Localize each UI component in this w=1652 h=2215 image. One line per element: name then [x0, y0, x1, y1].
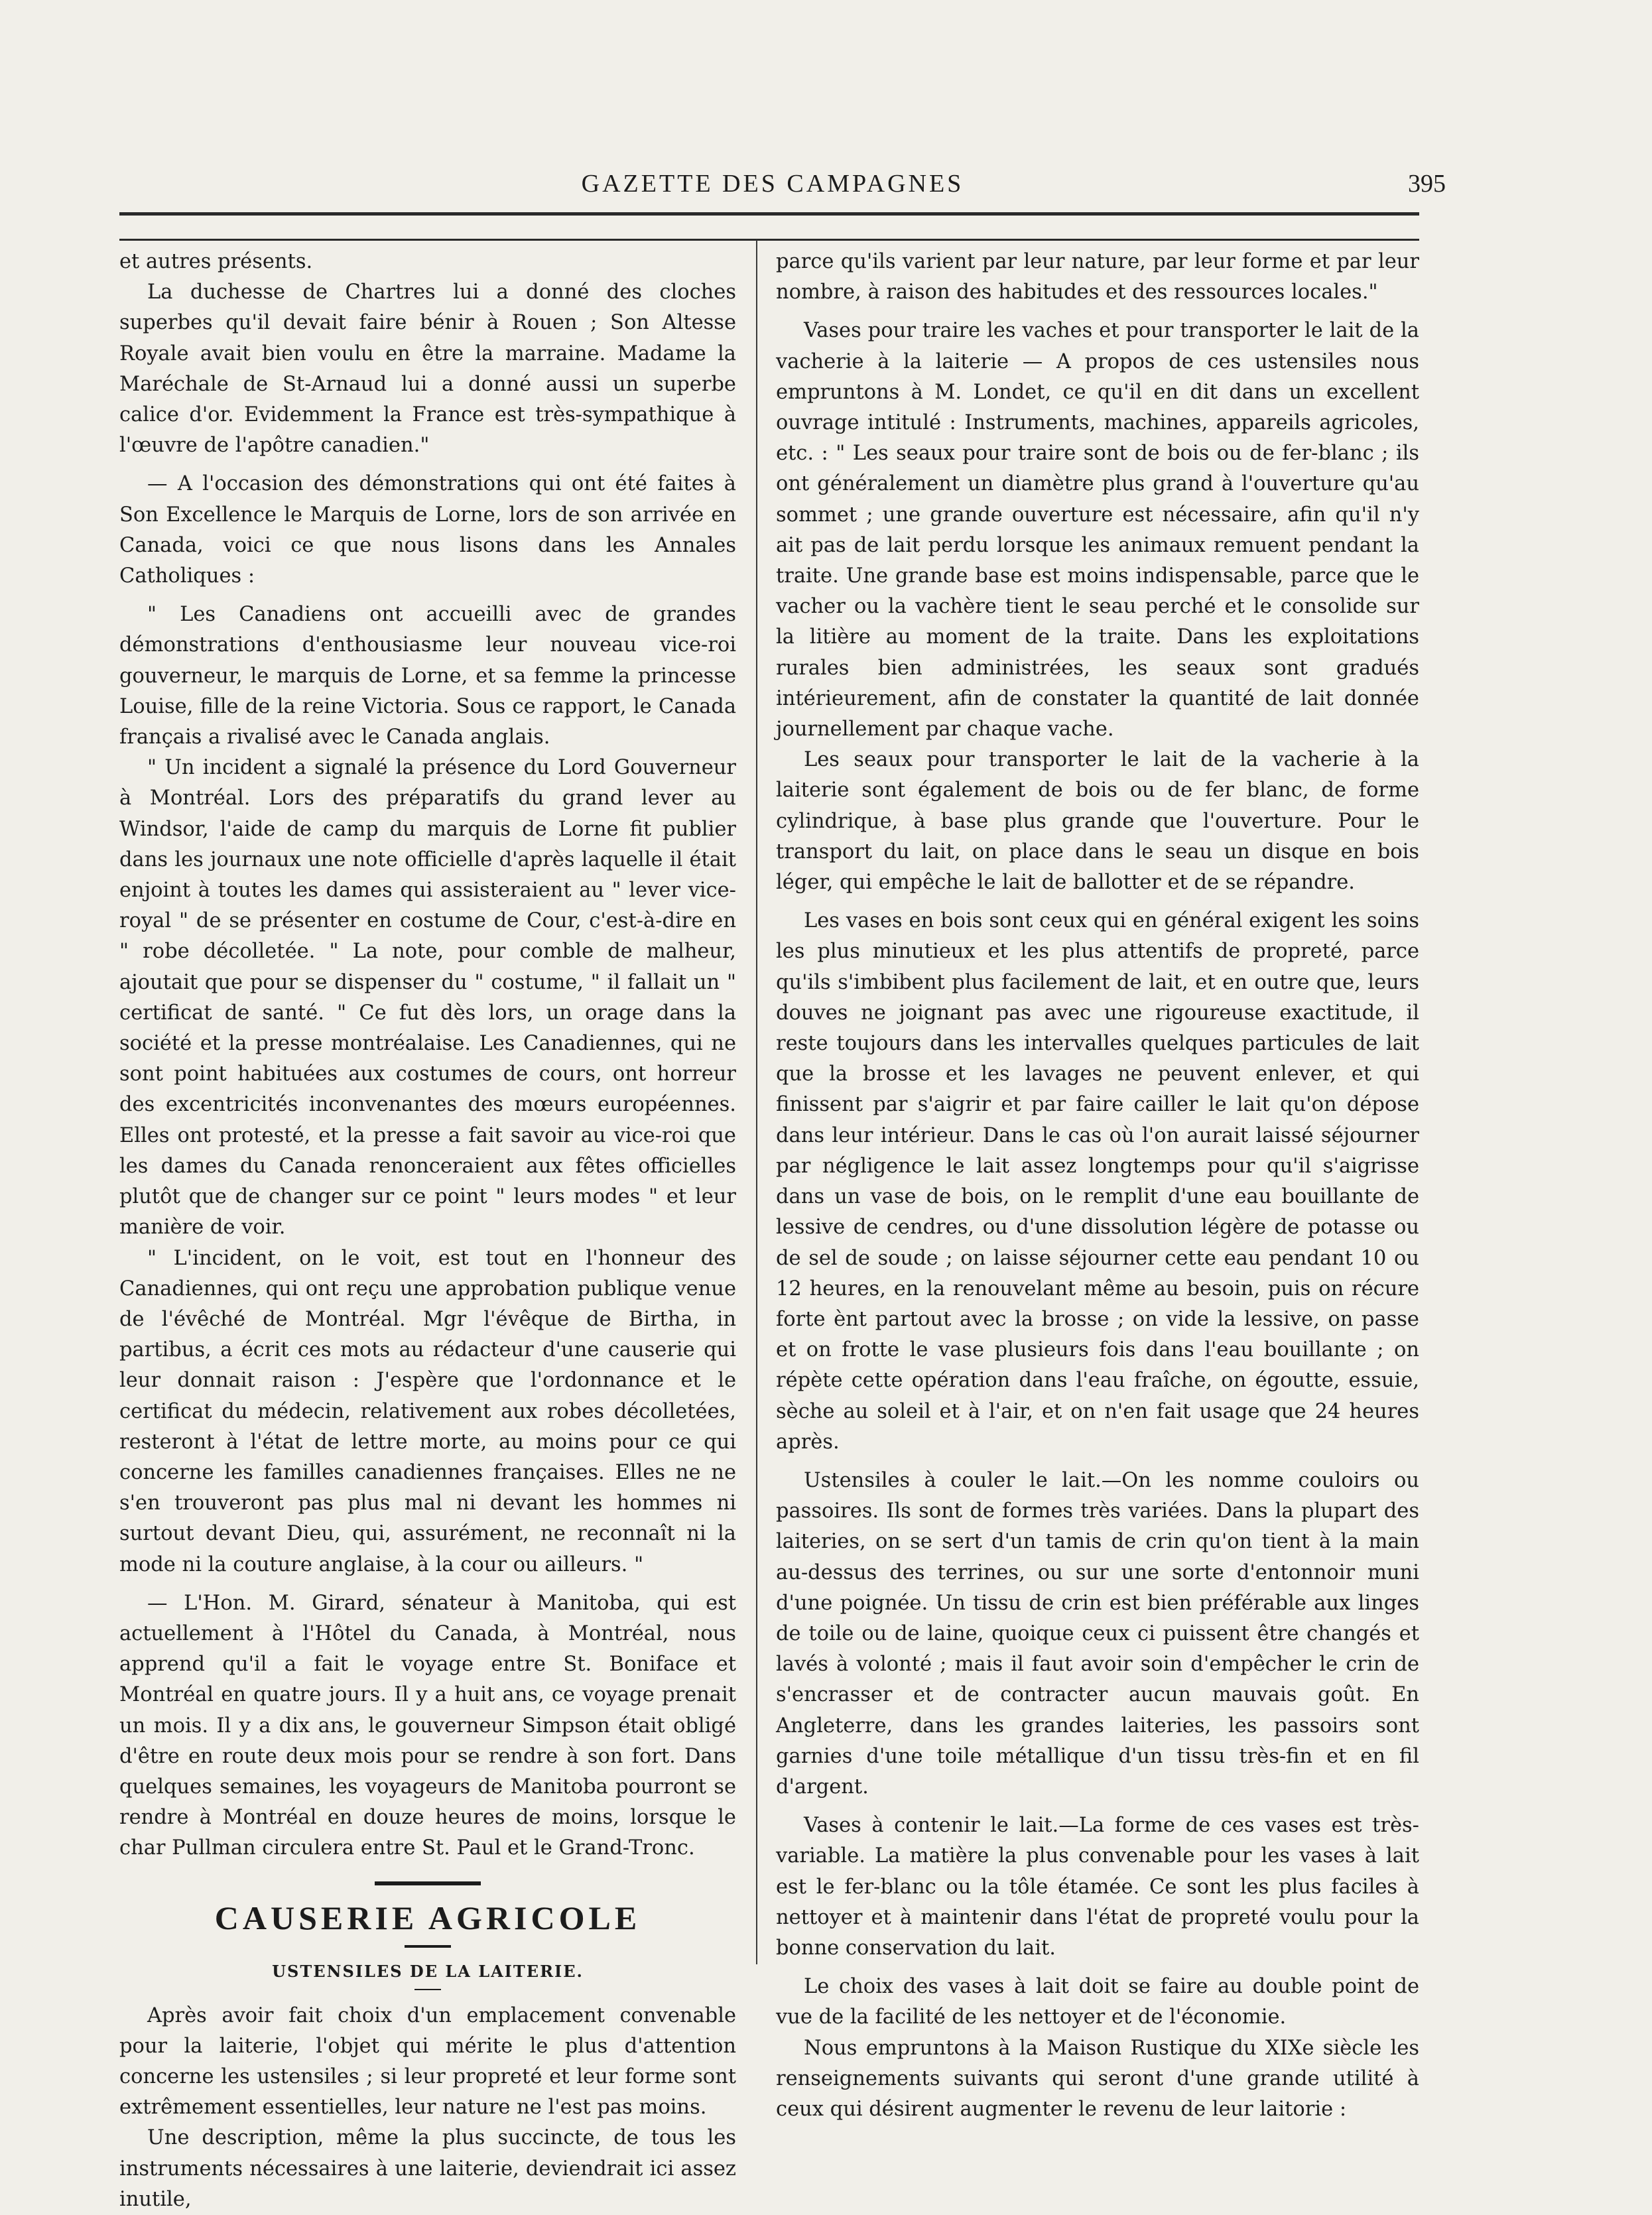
paragraph: " L'incident, on le voit, est tout en l'honneur des Canadiennes, qui ont reçu une approbation publique venue de l'évêché de Montréal. Mgr l'évêque de Birtha, in partibus, a écrit ces mots au rédacteur d'une causerie qui leur donnait raison : J'espère que l'ordonnance et le certificat du médecin, relativement aux robes décolletées, resteront à l'état de lettre morte, au moins pour ce qui concerne les familles canadiennes françaises. Elles ne ne s'en trouveront pas plus mal ni devant les hommes ni surtout devant Dieu, qui, assurément, ne reconnaît ni la mode ni la couture anglaise, à la cour ou ailleurs. ": [119, 1246, 736, 1576]
section-title: CAUSERIE AGRICOLE: [214, 1899, 641, 1936]
paragraph: " Les Canadiens ont accueilli avec de grandes démonstrations d'enthousiasme leur nouveau vice-roi gouverneur, le marquis de Lorne, et sa femme la princesse Louise, fille de la reine Victoria. Sous ce rapport, le Canada français a rivalisé avec le Canada anglais.: [119, 603, 736, 749]
section-heading: [119, 1881, 736, 1990]
paragraph: Le choix des vases à lait doit se faire au double point de vue de la facilité de les nettoyer et de l'économie.: [776, 1975, 1419, 2029]
ornament-rule: [375, 1881, 481, 1885]
paragraph: Ustensiles à couler le lait.—On les nomme couloirs ou passoires. Ils sont de formes très variées. Dans la plupart des laiteries, on se sert d'un tamis de crin qu'on tient à la main au-dessus des terrines, ou sur une sorte d'entonnoir muni d'une poignée. Un tissu de crin est bien préférable aux linges de toile ou de laine, quoique ceux ci puissent être changés et lavés à volonté ; mais il faut avoir soin d'empêcher le crin de s'encrasser et de contracter aucun mauvais goût. En Angleterre, dans les grandes laiteries, les passoirs sont garnies d'une toile métallique d'un tissu très-fin et en fil d'argent.: [776, 1468, 1419, 1799]
paragraph: Après avoir fait choix d'un emplacement convenable pour la laiterie, l'objet qui mérite le plus d'attention concerne les ustensiles ; si leur propreté et leur forme sont extrêmement essentielles, leur nature ne l'est pas moins.: [119, 2003, 736, 2120]
header-rule: [119, 212, 1419, 216]
paragraph: — L'Hon. M. Girard, sénateur à Manitoba, qui est actuellement à l'Hôtel du Canada, à Montréal, nous apprend qu'il a fait le voyage entre St. Boniface et Montréal en quatre jours. Il y a huit ans, ce voyage prenait un mois. Il y a dix ans, le gouverneur Simpson était obligé d'être en route deux mois pour se rendre à son fort. Dans quelques semaines, les voyageurs de Manitoba pourront se rendre à Montréal en douze heures de moins, lorsque le char Pullman circulera entre St. Paul et le Grand-Tronc.: [119, 1591, 736, 1860]
paragraph: Vases à contenir le lait.—La forme de ces vases est très-variable. La matière la plus convenable pour les vases à lait est le fer-blanc ou la tôle étamée. Ce sont les plus faciles à nettoyer et à maintenir dans l'état de propreté voulu pour la bonne conservation du lait.: [776, 1814, 1419, 1960]
section-subtitle: USTENSILES DE LA LAITERIE.: [272, 1961, 584, 1981]
running-title: GAZETTE DES CAMPAGNES: [581, 170, 964, 198]
right-column: [776, 247, 1419, 2125]
paragraph: Vases pour traire les vaches et pour transporter le lait de la vacherie à la laiterie — A propos de ces ustensiles nous empruntons à M. Londet, ce qu'il en dit dans un excellent ouvrage intitulé : Instruments, machines, appareils agricoles, etc. : " Les seaux pour traire sont de bois ou de fer-blanc ; ils ont généralement un diamètre plus grand à l'ouverture qu'au sommet ; une grande ouverture est nécessaire, afin qu'il n'y ait pas de lait perdu lorsque les animaux remuent pendant la traite. Une grande base est moins indispensable, parce que le vacher ou la vachère tient le seau perché et le consolide sur la litière au moment de la traite. Dans les exploitations rurales bien administrées, les seaux sont gradués intérieurement, afin de constater la quantité de lait donnée journellement par chaque vache.: [776, 319, 1419, 741]
paragraph: et autres présents.: [119, 250, 313, 273]
paragraph: " Un incident a signalé la présence du Lord Gouverneur à Montréal. Lors des préparatifs du grand lever au Windsor, l'aide de camp du marquis de Lorne fit publier dans les journaux une note officielle d'après laquelle il était enjoint à toutes les dames qui assisteraient au " lever vice-royal " de se présenter en costume de Cour, c'est-à-dire en " robe décolletée. " La note, pour comble de malheur, ajoutait que pour se dispenser du " costume, " il fallait un " certificat de santé. " Ce fut dès lors, un orage dans la société et la presse montréalaise. Les Canadiennes, qui ne sont point habituées aux costumes de cours, ont horreur des excentricités inconvenantes des mœurs européennes. Elles ont protesté, et la presse a fait savoir au vice-roi que les dames du Canada renonceraient aux fêtes officielles plutôt que de changer sur ce point " leurs modes " et leur manière de voir.: [119, 756, 736, 1239]
paragraph: Les seaux pour transporter le lait de la vacherie à la laiterie sont également de bois ou de fer blanc, de forme cylindrique, à base plus grande que l'ouverture. Pour le transport du lait, on place dans le seau un disque en bois léger, qui empêche le lait de ballotter et de se répandre.: [776, 748, 1419, 895]
left-column: [119, 247, 736, 2215]
page-number: 395: [1408, 170, 1446, 198]
header-rule-secondary: [119, 239, 1419, 241]
paragraph: — A l'occasion des démonstrations qui ont été faites à Son Excellence le Marquis de Lorne, lors de son arrivée en Canada, voici ce que nous lisons dans les Annales Catholiques :: [119, 472, 736, 588]
column-divider: [756, 240, 757, 1964]
paragraph: Une description, même la plus succincte, de tous les instruments nécessaires à une laiterie, deviendrait ici assez inutile,: [119, 2126, 736, 2211]
paragraph: La duchesse de Chartres lui a donné des cloches superbes qu'il devait faire bénir à Rouen ; Son Altesse Royale avait bien voulu en être la marraine. Madame la Maréchale de St-Arnaud lui a donné aussi un superbe calice d'or. Evidemment la France est très-sympathique à l'œuvre de l'apôtre canadien.": [119, 281, 736, 458]
ornament-rule: [405, 1945, 451, 1948]
paragraph: Nous empruntons à la Maison Rustique du XIXe siècle les renseignements suivants qui seront d'une grande utilité à ceux qui désirent augmenter le revenu de leur laitorie :: [776, 2036, 1419, 2121]
paragraph: Les vases en bois sont ceux qui en général exigent les soins les plus minutieux et les plus attentifs de propreté, parce qu'ils s'imbibent plus facilement de lait, et en outre que, leurs douves ne joignant pas avec une rigoureuse exactitude, il reste toujours dans les intervalles quelques particules de lait que la brosse et les lavages ne peuvent enlever, et qui finissent par s'aigrir et par faire cailler le lait qu'on dépose dans leur intérieur. Dans le cas où l'on aurait laissé séjourner par négligence le lait assez longtemps pour qu'il s'aigrisse dans un vase de bois, on le remplit d'une eau bouillante de lessive de cendres, ou d'une dissolution légère de potasse ou de sel de soude ; on laisse séjourner cette eau pendant 10 ou 12 heures, en la renouvelant même au besoin, puis on récure forte ènt partout avec la brosse ; on vide la lessive, on passe et on frotte le vase plusieurs fois dans l'eau bouillante ; on répète cette opération dans l'eau fraîche, on égoutte, essuie, sèche au soleil et à l'air, et on n'en fait usage que 24 heures après.: [776, 909, 1419, 1454]
page-header: [119, 169, 1446, 209]
ornament-rule: [414, 1989, 441, 1990]
paragraph: parce qu'ils varient par leur nature, par leur forme et par leur nombre, à raison des habitudes et des ressources locales.": [776, 250, 1419, 304]
